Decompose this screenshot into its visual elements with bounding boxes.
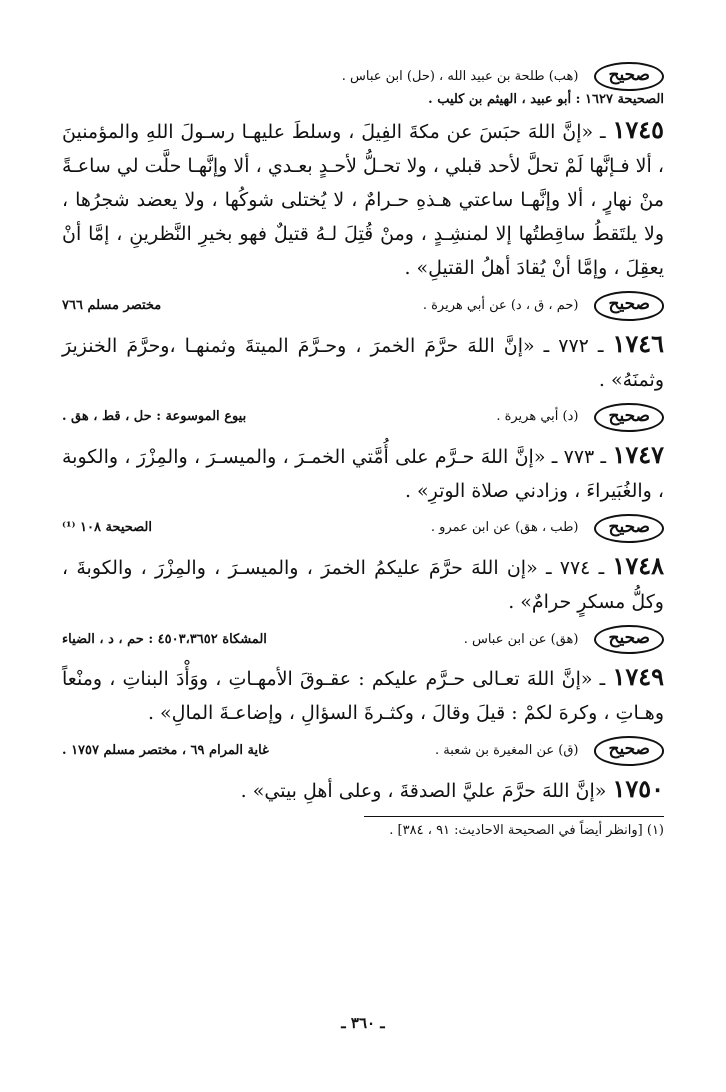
source-text: (ق) عن المغيرة بن شعبة .: [434, 742, 579, 758]
source-text: (حم ، ق ، د) عن أبي هريرة .: [422, 297, 579, 313]
hadith-text: ـ ٧٧٢ ـ «إنَّ اللهَ حرَّمَ الخمرَ ، وحـرَّمَ الميتةَ وثمنهـا ،وحرَّمَ الخنزيرَ وثمنَهُ» .: [62, 334, 664, 391]
hadith-text: ـ ٧٧٣ ـ «إنَّ اللهَ حـرَّم على أُمَّتي الخمـرَ ، والميسـرَ ، والمِزْرَ ، والكوبة ، والغُبَيراءَ ، وزادني صلاة الوترِ» .: [62, 445, 664, 502]
reference-line-1749: [62, 736, 664, 765]
source-text: (د) أبي هريرة .: [496, 409, 579, 424]
hadith-1745: [62, 113, 664, 285]
hadith-number: ١٧٥٠: [612, 773, 664, 803]
hadith-number: ١٧٤٩: [612, 662, 664, 692]
hadith-number: ١٧٤٥: [612, 115, 664, 145]
page-number: ـ ٣٦٠ ـ: [341, 1014, 385, 1032]
reference-note: بيوع الموسوعة : حل ، قط ، هق .: [62, 409, 247, 424]
hadith-number: ١٧٤٦: [612, 328, 664, 358]
grade-badge: صحيح: [594, 736, 664, 765]
reference-note: غاية المرام ٦٩ ، مختصر مسلم ١٧٥٧ .: [62, 742, 269, 758]
hadith-1748: [62, 549, 664, 619]
hadith-number: ١٧٤٨: [612, 551, 664, 580]
hadith-1747: [62, 438, 664, 508]
hadith-text: ـ ٧٧٤ ـ «إن اللهَ حرَّمَ عليكمُ الخمرَ ، والميسـرَ ، والمِزْرَ ، والكوبةَ ، وكلُّ مسكرٍ حرامٌ» .: [62, 557, 664, 613]
reference-note-pre: الصحيحة ١٦٢٧ : أبو عبيد ، الهيثم بن كليب .: [428, 92, 664, 108]
grade-badge: صحيح: [594, 62, 664, 91]
reference-line-1747: [62, 514, 664, 543]
reference-note: الصحيحة ١٠٨ ⁽¹⁾: [62, 520, 152, 536]
source-text: (طب ، هق) عن ابن عمرو .: [430, 520, 579, 536]
source-text: (هق) عن ابن عباس .: [463, 631, 579, 647]
reference-line-pre: [62, 62, 664, 91]
hadith-text: ـ «إنَّ اللهَ حبَسَ عن مكةَ الفِيلَ ، وسلطَ عليهـا رسـولَ اللهِ والمؤمنينَ ، ألا فـإنَّها لَمْ تحلَّ لأحد قبلي ، ولا تحـلُّ لأحـدٍ بعـدي ، ألا وإنَّهـا حلَّت لي ساعـةً منْ نهارٍ ، ألا وإنَّهـا ساعتي هـذهِ حـرامٌ ، لا يُختلى شوكُها ، ولا يعضد شجرُها ، ولا يلتَقطُ ساقِطتُها إلا لمنشِـدٍ ، ومنْ قُتِلَ لـهُ قتيلٌ فهو بخيرِ النَّظرينِ ، إمَّا أنْ يعقِلَ ، وإمَّا أنْ يُقادَ أهلُ القتيلِ» .: [62, 121, 664, 280]
footnote: (١) [وانظر أيضاً في الصحيحة الاحاديث: ٩١ ، ٣٨٤] .: [389, 822, 664, 838]
hadith-number: ١٧٤٧: [612, 439, 664, 469]
footnote-divider: [364, 816, 664, 817]
hadith-1746: [62, 327, 664, 397]
reference-line-1746: [62, 403, 664, 432]
grade-badge: صحيح: [594, 514, 664, 543]
hadith-1749: [62, 660, 664, 730]
source-text: (هب) طلحة بن عبيد الله ، (حل) ابن عباس .: [341, 68, 579, 84]
hadith-1750: [62, 772, 664, 808]
grade-badge: صحيح: [594, 291, 664, 320]
reference-note: مختصر مسلم ٧٦٦: [62, 297, 162, 313]
reference-line-1748: [62, 625, 664, 654]
hadith-text: ـ «إنَّ اللهَ تعـالى حـرَّم عليكم : عقـوقَ الأمهـاتِ ، ووَأْدَ البناتِ ، ومنْعاً وهـاتِ ، وكرهَ لكمْ : قيلَ وقالَ ، وكثـرةَ السؤالِ ، وإضاعـةَ المالِ» .: [62, 668, 664, 725]
reference-note: المشكاة ٤٥٠٣،٣٦٥٢ : حم ، د ، الضياء: [62, 631, 267, 647]
reference-line-1745: [62, 291, 664, 320]
grade-badge: صحيح: [594, 403, 664, 432]
grade-badge: صحيح: [594, 625, 664, 654]
hadith-text: «إنَّ اللهَ حرَّمَ عليَّ الصدقةَ ، وعلى أهلِ بيتي» .: [240, 779, 613, 802]
